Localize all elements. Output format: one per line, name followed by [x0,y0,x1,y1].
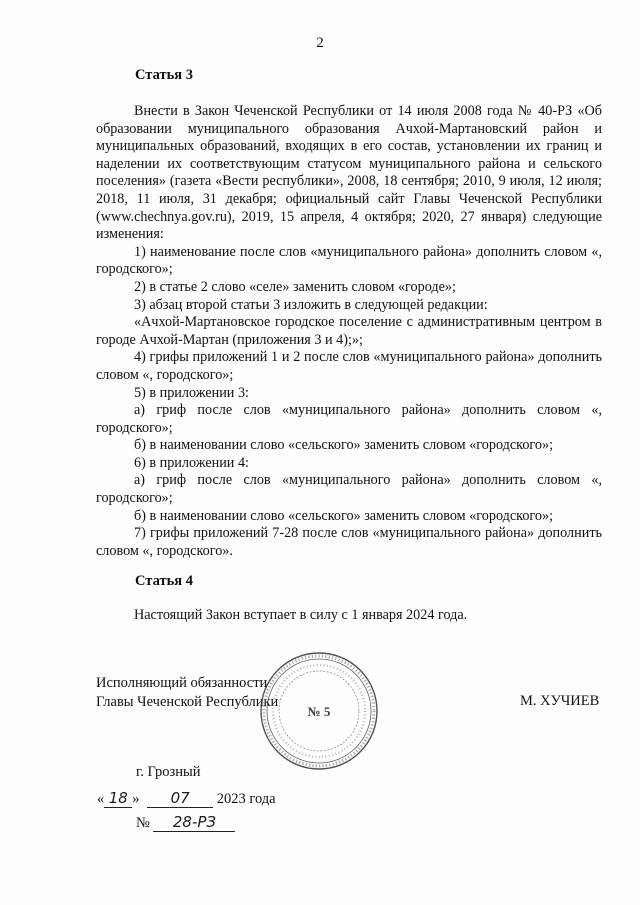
date-close-quote: » [132,791,140,807]
law-number-prefix: № [136,815,150,831]
position-line-1: Исполняющий обязанности [96,675,268,691]
article-3-paragraph: а) гриф после слов «муниципального района» дополнить словом «, городского»; [96,472,602,507]
article-3-paragraph: 2) в статье 2 слово «селе» заменить словом «городе»; [134,278,456,295]
article-3-paragraph: 1) наименование после слов «муниципального района» дополнить словом «, городского»; [96,243,602,278]
article-3-body [96,103,602,560]
article-4-heading: Статья 4 [135,573,193,589]
date-month: 07 [147,789,213,808]
article-3-paragraph: «Ачхой-Мартановское городское поселение с административным центром в городе Ачхой-Мартан (приложения 3 и 4);»; [96,314,602,348]
signatory-position [96,674,278,712]
law-number-value: 28-РЗ [153,813,235,832]
article-4-body [96,607,602,625]
place-of-signing: г. Грозный [136,764,201,780]
law-number [136,813,235,837]
article-3-heading: Статья 3 [135,67,193,83]
date-day: 18 [104,789,132,808]
article-3-paragraph: а) гриф после слов «муниципального района» дополнить словом «, городского»; [96,402,602,436]
article-3-paragraph: Внести в Закон Чеченской Республики от 14 июля 2008 года № 40-РЗ «Об образовании муниципального образования Ачхой-Мартановский район и муниципальных образований, входящих в его состав, установлении их границ и наделении их соответствующим статусом муниципального района и сельского поселения» (газета «Вести республики», 2008, 18 сентября; 2010, 9 июля, 12 июля; 2018, 11 июля, 31 декабря; официальный сайт Главы Чеченской Республики (www.chechnya.gov.ru), 2019, 15 апреля, 4 октября; 2020, 27 января) следующие изменения: [96,103,602,243]
article-3-paragraph: 6) в приложении 4: [134,454,249,471]
article-4-paragraph: Настоящий Закон вступает в силу с 1 января 2024 года. [134,607,468,623]
article-3-paragraph: 7) грифы приложений 7-28 после слов «муниципального района» дополнить словом «, городского». [96,525,602,559]
article-3-paragraph: 4) грифы приложений 1 и 2 после слов «муниципального района» дополнить словом «, городского»; [96,349,602,383]
signatory-name: М. ХУЧИЕВ [520,693,600,709]
page-number: 2 [316,35,324,51]
date-year: 2023 года [216,791,276,807]
position-line-2: Главы Чеченской Республики [96,694,279,710]
article-3-paragraph: б) в наименовании слово «сельского» заменить словом «городского»; [134,437,554,454]
seal-number: № 5 [307,704,331,719]
signing-date [97,789,276,811]
date-open-quote: « [97,791,105,807]
article-3-paragraph: 3) абзац второй статьи 3 изложить в следующей редакции: [134,296,488,313]
article-3-paragraph: б) в наименовании слово «сельского» заменить словом «городского»; [134,507,554,524]
official-seal-icon [258,650,380,772]
article-3-paragraph: 5) в приложении 3: [134,384,249,401]
